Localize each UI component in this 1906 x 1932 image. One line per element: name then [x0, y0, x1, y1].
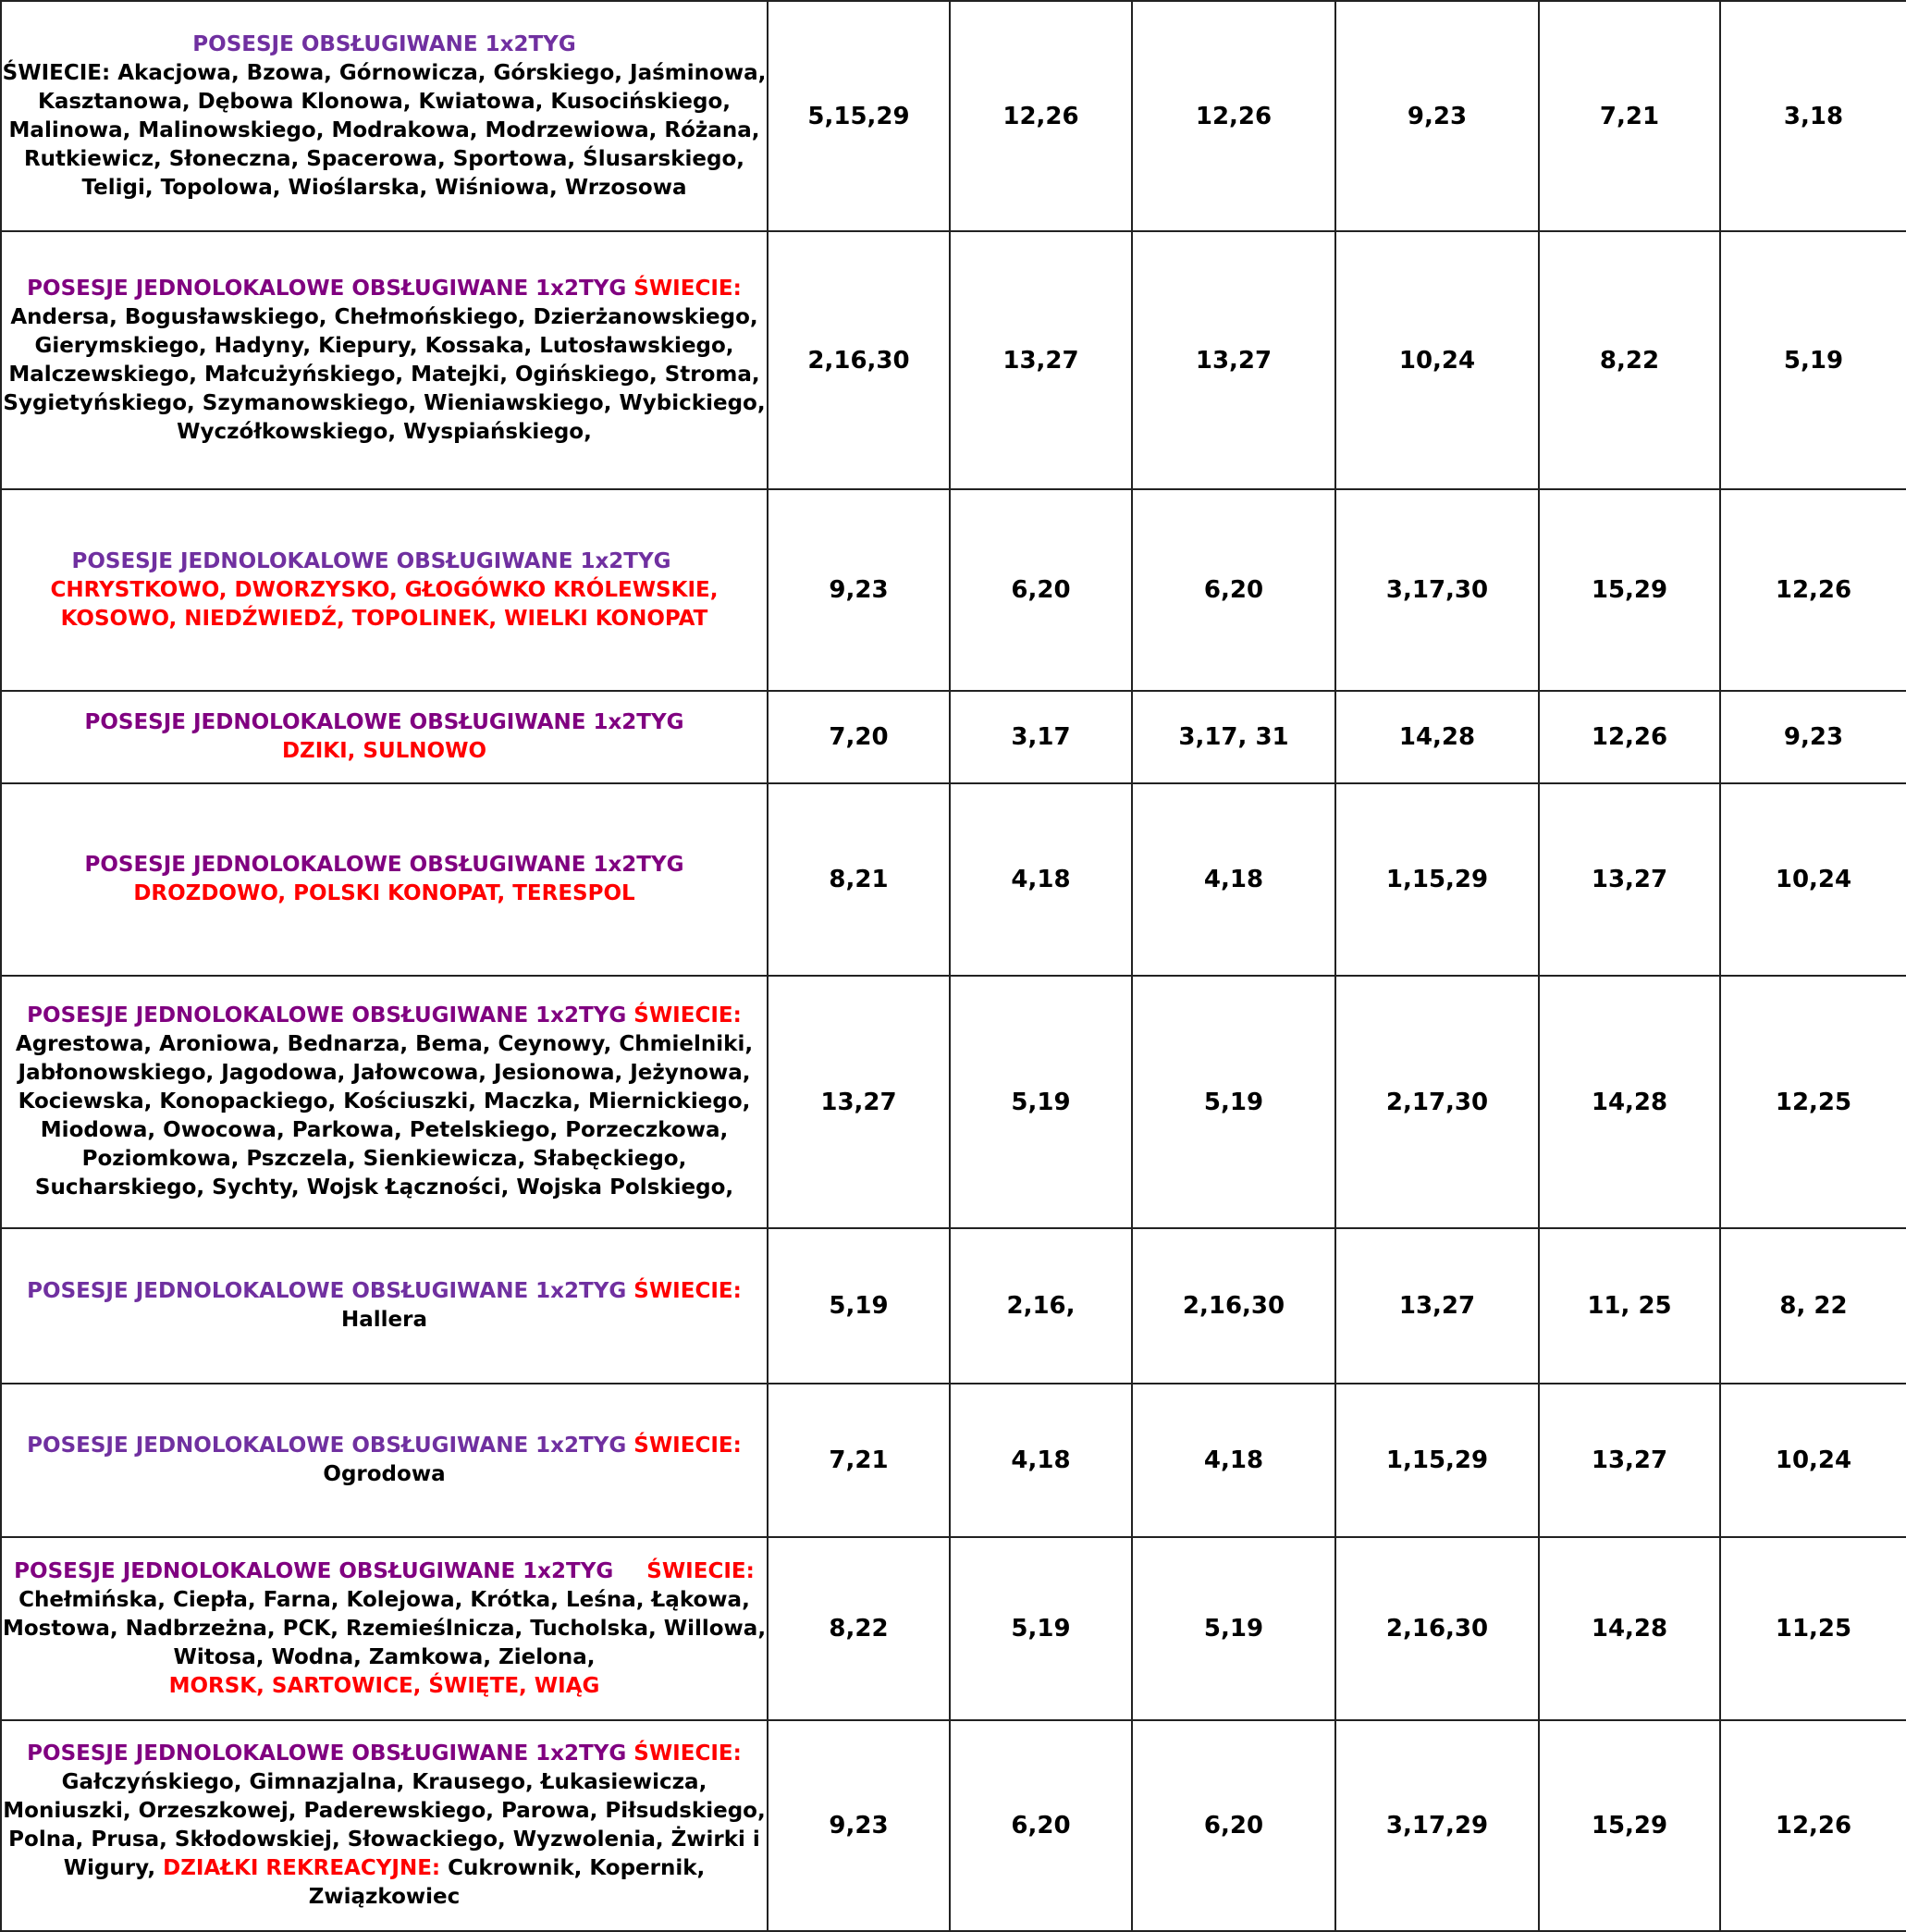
- date-cell: 9,23: [768, 489, 950, 691]
- area-label: ŚWIECIE:: [633, 276, 742, 301]
- date-cell: 6,20: [1132, 489, 1335, 691]
- street-list: Gałczyńskiego, Gimnazjalna, Krausego, Łukasiewicza, Moniuszki, Orzeszkowej, Paderewskiego, Parowa, Piłsudskiego, Polna, Prusa, Skłodowskiej, Słowackiego, Wyzwolenia, Żwirki i Wigury,: [3, 1770, 766, 1880]
- date-cell: 3,17,30: [1335, 489, 1539, 691]
- area-label: ŚWIECIE:: [633, 1741, 742, 1766]
- date-cell: 8,22: [768, 1537, 950, 1720]
- date-cell: 5,19: [1132, 976, 1335, 1228]
- date-cell: 5,19: [1720, 231, 1906, 489]
- date-cell: 2,17,30: [1335, 976, 1539, 1228]
- table-row: [1, 231, 1906, 489]
- date-cell: 4,18: [950, 783, 1132, 976]
- date-cell: 4,18: [1132, 783, 1335, 976]
- date-cell: 12,26: [1720, 489, 1906, 691]
- row-heading: POSESJE JEDNOLOKALOWE OBSŁUGIWANE 1x2TYG: [84, 710, 684, 734]
- date-cell: 12,26: [1132, 1, 1335, 231]
- street-list: Akacjowa, Bzowa, Górnowicza, Górskiego, Jaśminowa, Kasztanowa, Dębowa Klonowa, Kwiatowa, Kusocińskiego, Malinowa, Malinowskiego, Modrakowa, Modrzewiowa, Różana, Rutkiewicz, Słoneczna, Spacerowa, Sportowa, Ślusarskiego, Teligi, Topolowa, Wioślarska, Wiśniowa, Wrzosowa: [8, 60, 767, 200]
- date-cell: 6,20: [950, 489, 1132, 691]
- street-list: Andersa, Bogusławskiego, Chełmońskiego, Dzierżanowskiego, Gierymskiego, Hadyny, Kiepury, Kossaka, Lutosławskiego, Malczewskiego, Małcużyńskiego, Matejki, Ogińskiego, Stroma, Sygietyńskiego, Szymanowskiego, Wieniawskiego, Wybickiego, Wyczółkowskiego, Wyspiańskiego,: [3, 304, 766, 444]
- row-heading: POSESJE OBSŁUGIWANE 1x2TYG: [192, 31, 576, 56]
- date-cell: 11,25: [1720, 1537, 1906, 1720]
- table-row: [1, 783, 1906, 976]
- locality-list: CHRYSTKOWO, DWORZYSKO, GŁOGÓWKO KRÓLEWSKIE, KOSOWO, NIEDŹWIEDŹ, TOPOLINEK, WIELKI KONOPAT: [50, 577, 719, 631]
- table-row: [1, 1384, 1906, 1537]
- table-row: [1, 489, 1906, 691]
- date-cell: 5,15,29: [768, 1, 950, 231]
- date-cell: 2,16,30: [1132, 1228, 1335, 1384]
- street-list: Agrestowa, Aroniowa, Bednarza, Bema, Ceynowy, Chmielniki, Jabłonowskiego, Jagodowa, Jałowcowa, Jesionowa, Jeżynowa, Kociewska, Konopackiego, Kościuszki, Maczka, Miernickiego, Miodowa, Owocowa, Parkowa, Petelskiego, Porzeczkowa, Poziomkowa, Pszczela, Sienkiewicza, Słabęckiego, Sucharskiego, Sychty, Wojsk Łączności, Wojska Polskiego,: [15, 1032, 754, 1200]
- date-cell: 13,27: [1132, 231, 1335, 489]
- date-cell: 5,19: [768, 1228, 950, 1384]
- area-label: ŚWIECIE:: [633, 1434, 742, 1458]
- row-description: [1, 783, 768, 976]
- date-cell: 10,24: [1720, 1384, 1906, 1537]
- area-label: ŚWIECIE:: [633, 1003, 742, 1028]
- table-row: [1, 1228, 1906, 1384]
- table-row: [1, 1, 1906, 231]
- row-description: [1, 976, 768, 1228]
- date-cell: 2,16,30: [768, 231, 950, 489]
- date-cell: 4,18: [1132, 1384, 1335, 1537]
- date-cell: 13,27: [1335, 1228, 1539, 1384]
- date-cell: 3,17,29: [1335, 1720, 1539, 1931]
- date-cell: 10,24: [1720, 783, 1906, 976]
- row-description: [1, 1384, 768, 1537]
- date-cell: 14,28: [1539, 1537, 1720, 1720]
- area-label: ŚWIECIE:: [633, 1279, 742, 1303]
- date-cell: 2,16,: [950, 1228, 1132, 1384]
- date-cell: 7,20: [768, 691, 950, 783]
- date-cell: 9,23: [1720, 691, 1906, 783]
- date-cell: 12,26: [1720, 1720, 1906, 1931]
- row-description: [1, 231, 768, 489]
- row-description: [1, 1, 768, 231]
- date-cell: 9,23: [1335, 1, 1539, 231]
- date-cell: 1,15,29: [1335, 1384, 1539, 1537]
- date-cell: 1,15,29: [1335, 783, 1539, 976]
- table-row: [1, 1537, 1906, 1720]
- date-cell: 10,24: [1335, 231, 1539, 489]
- date-cell: 3,17, 31: [1132, 691, 1335, 783]
- date-cell: 2,16,30: [1335, 1537, 1539, 1720]
- date-cell: 5,19: [1132, 1537, 1335, 1720]
- row-heading: POSESJE JEDNOLOKALOWE OBSŁUGIWANE 1x2TYG: [71, 548, 671, 573]
- row-description: [1, 489, 768, 691]
- row-heading: POSESJE JEDNOLOKALOWE OBSŁUGIWANE 1x2TYG: [14, 1558, 614, 1583]
- date-cell: 6,20: [950, 1720, 1132, 1931]
- date-cell: 8,22: [1539, 231, 1720, 489]
- date-cell: 12,26: [1539, 691, 1720, 783]
- table-row: [1, 691, 1906, 783]
- date-cell: 13,27: [1539, 1384, 1720, 1537]
- date-cell: 14,28: [1335, 691, 1539, 783]
- area-label: ŚWIECIE:: [646, 1558, 755, 1583]
- area-label: ŚWIECIE:: [2, 60, 111, 85]
- date-cell: 12,25: [1720, 976, 1906, 1228]
- locality-list: MORSK, SARTOWICE, ŚWIĘTE, WIĄG: [168, 1673, 600, 1698]
- extra-street-list: Cukrownik, Kopernik, Związkowiec: [308, 1856, 706, 1909]
- table-row: [1, 1720, 1906, 1931]
- date-cell: 15,29: [1539, 489, 1720, 691]
- locality-list: DROZDOWO, POLSKI KONOPAT, TERESPOL: [133, 881, 635, 905]
- street-list: Ogrodowa: [323, 1462, 446, 1486]
- row-heading: POSESJE JEDNOLOKALOWE OBSŁUGIWANE 1x2TYG: [84, 853, 684, 877]
- extra-label: DZIAŁKI REKREACYJNE:: [163, 1856, 441, 1880]
- date-cell: 13,27: [950, 231, 1132, 489]
- row-description: [1, 1720, 768, 1931]
- row-description: [1, 1537, 768, 1720]
- date-cell: 3,18: [1720, 1, 1906, 231]
- date-cell: 12,26: [950, 1, 1132, 231]
- row-heading: POSESJE JEDNOLOKALOWE OBSŁUGIWANE 1x2TYG: [27, 1434, 627, 1458]
- row-description: [1, 691, 768, 783]
- date-cell: 8,21: [768, 783, 950, 976]
- date-cell: 5,19: [950, 976, 1132, 1228]
- row-heading: POSESJE JEDNOLOKALOWE OBSŁUGIWANE 1x2TYG: [27, 1003, 627, 1028]
- date-cell: 7,21: [768, 1384, 950, 1537]
- locality-list: DZIKI, SULNOWO: [281, 739, 487, 763]
- table-row: [1, 976, 1906, 1228]
- date-cell: 11, 25: [1539, 1228, 1720, 1384]
- date-cell: 4,18: [950, 1384, 1132, 1537]
- date-cell: 13,27: [768, 976, 950, 1228]
- street-list: Hallera: [341, 1308, 427, 1332]
- date-cell: 15,29: [1539, 1720, 1720, 1931]
- date-cell: 7,21: [1539, 1, 1720, 231]
- date-cell: 14,28: [1539, 976, 1720, 1228]
- date-cell: 5,19: [950, 1537, 1132, 1720]
- row-heading: POSESJE JEDNOLOKALOWE OBSŁUGIWANE 1x2TYG: [27, 1279, 627, 1303]
- row-heading: POSESJE JEDNOLOKALOWE OBSŁUGIWANE 1x2TYG: [27, 1741, 627, 1766]
- date-cell: 3,17: [950, 691, 1132, 783]
- date-cell: 8, 22: [1720, 1228, 1906, 1384]
- date-cell: 9,23: [768, 1720, 950, 1931]
- row-description: [1, 1228, 768, 1384]
- street-list: Chełmińska, Ciepła, Farna, Kolejowa, Krótka, Leśna, Łąkowa, Mostowa, Nadbrzeżna, PCK, Rzemieślnicza, Tucholska, Willowa, Witosa, Wodna, Zamkowa, Zielona,: [2, 1587, 767, 1669]
- date-cell: 6,20: [1132, 1720, 1335, 1931]
- row-heading: POSESJE JEDNOLOKALOWE OBSŁUGIWANE 1x2TYG: [27, 276, 627, 301]
- date-cell: 13,27: [1539, 783, 1720, 976]
